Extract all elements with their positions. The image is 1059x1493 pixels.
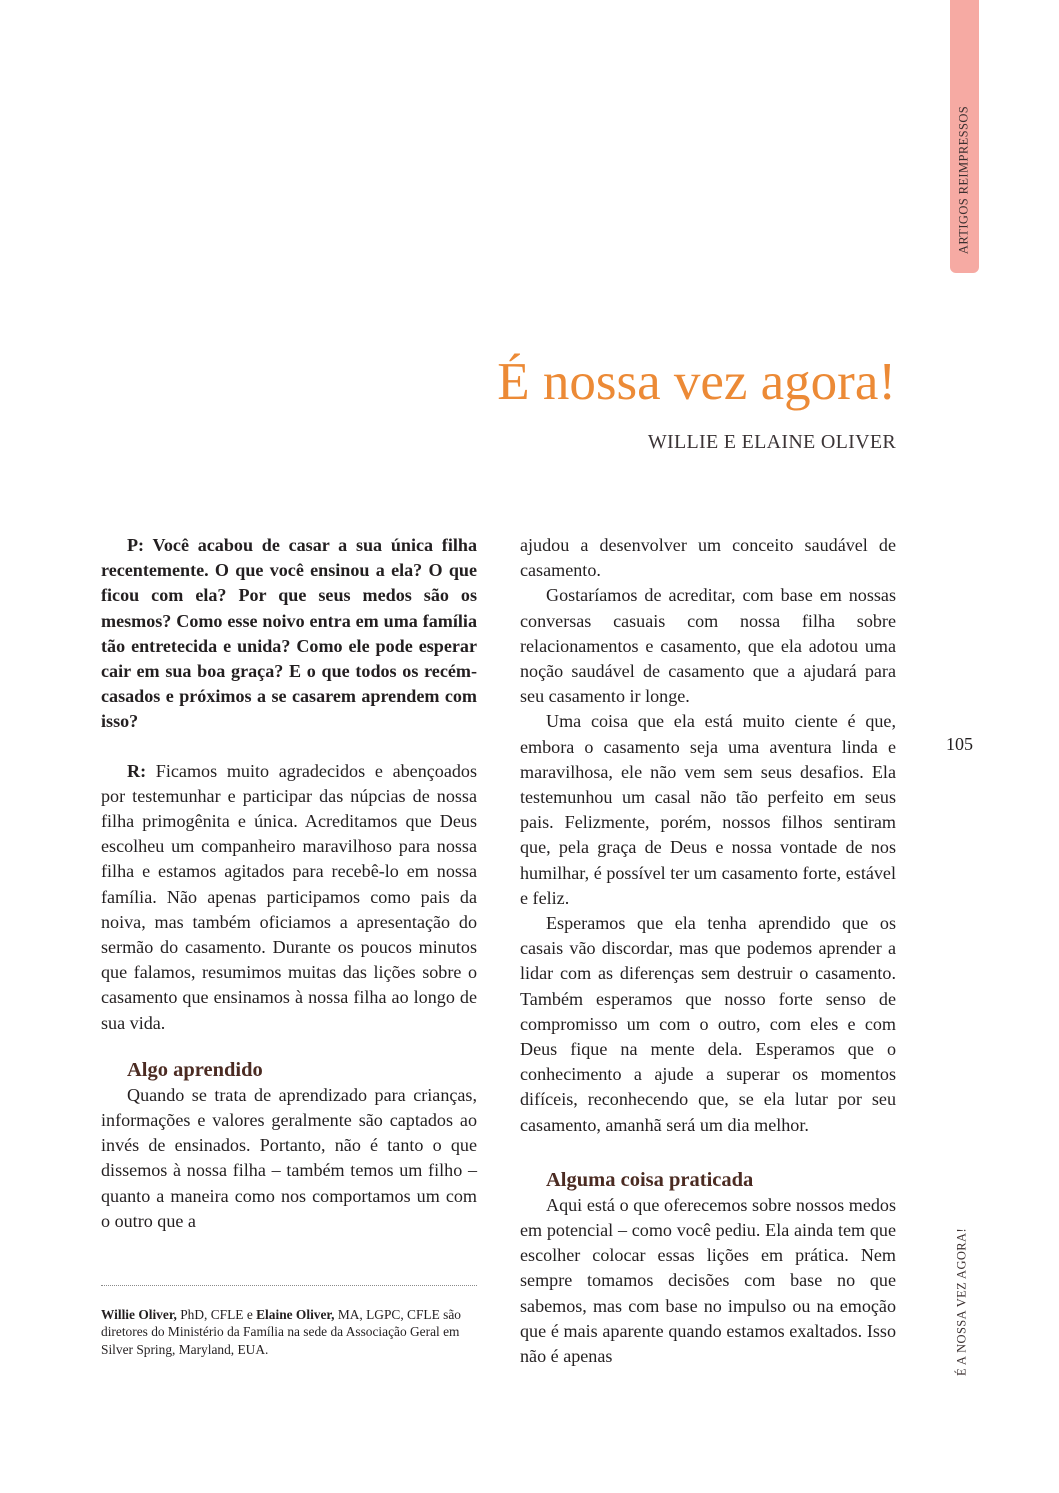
footnote-credentials-1: PhD, CFLE e (176, 1307, 257, 1322)
question-paragraph: P: Você acabou de casar a sua única filha recentemente. O que você ensinou a ela? O que ficou com ela? Por que seus medos são os mesmos? Como esse noivo entra em uma família tão entretecida e unida? Como ele pode esperar cair em sua boa graça? E o que todos os recém-casados e próximos a se casarem aprendem com isso? (101, 535, 477, 732)
body-paragraph: Esperamos que ela tenha aprendido que os casais vão discordar, mas que podemos aprender a lidar com as diferenças sem destruir o casamento. Também esperamos que nosso forte senso de compromisso um com o outro, com eles e com Deus fique na mente dela. Esperamos que o conhecimento a ajude a superar os momentos difíceis, reconhecendo que, se ela lutar por seu casamento, amanhã será um dia melhor. (520, 913, 896, 1135)
subheading-algo-aprendido: Algo aprendido (127, 1058, 263, 1081)
article-authors: WILLIE E ELAINE OLIVER (647, 431, 896, 453)
page-number: 105 (946, 734, 973, 754)
answer-label: R: (127, 760, 147, 781)
footnote-credentials-2: MA, LGPC, CFLE são diretores do Ministério da Família na sede da Associação Geral em Silver Spring, Maryland, EUA. (101, 1307, 461, 1357)
answer-paragraph (101, 759, 477, 1036)
author-footnote (101, 1306, 477, 1358)
article-title: É nossa vez agora! (497, 353, 896, 411)
body-paragraph: Aqui está o que oferecemos sobre nossos medos em potencial – como você pediu. Ela ainda tem que escolher colocar essas lições em prática. Nem sempre tomamos decisões com base no que sabemos, mas com base no impulso ou na emoção que é mais aparente quando estamos exaltados. Isso não é apenas (520, 1194, 896, 1367)
body-paragraph: Quando se trata de aprendizado para crianças, informações e valores geralmente são captados ao invés de ensinados. Portanto, não é tanto o que dissemos à nossa filha – também temos um filho – quanto a maneira como nos comportamos um com o outro que a (101, 1084, 477, 1231)
footnote-author-2: Elaine Oliver, (256, 1307, 335, 1322)
right-column (520, 533, 896, 1369)
footnote-separator (101, 1285, 477, 1286)
left-column (101, 533, 477, 1234)
answer-text: Ficamos muito agradecidos e abençoados por testemunhar e participar das núpcias de nossa filha primogênita e única. Acreditamos que Deus escolheu um companheiro maravilhoso para nossa filha e estamos agitados para recebê-lo em nossa família. Não apenas participamos como pais da noiva, mas também oficiamos a apresentação do sermão do casamento. Durante os poucos minutos que falamos, resumimos muitas das lições sobre o casamento que ensinamos à nossa filha ao longo de sua vida. (101, 760, 477, 1033)
body-paragraph-continued: ajudou a desenvolver um conceito saudável de casamento. (520, 535, 896, 581)
body-paragraph: Gostaríamos de acreditar, com base em nossas conversas casuais com nossa filha sobre relacionamentos e casamento, que ela adotou uma noção saudável de casamento que a ajudará para seu casamento ir longe. (520, 585, 896, 707)
section-tab-label: ARTIGOS REIMPRESSOS (956, 105, 971, 255)
side-running-title: É A NOSSA VEZ AGORA! (954, 1227, 969, 1377)
subheading-alguma-coisa-praticada: Alguma coisa praticada (546, 1168, 754, 1191)
footnote-author-1: Willie Oliver, (101, 1307, 177, 1322)
body-paragraph: Uma coisa que ela está muito ciente é que, embora o casamento seja uma aventura linda e maravilhosa, ele não vem sem seus desafios. Ela testemunhou um casal não tão perfeito em seus pais. Felizmente, porém, nossos filhos sentiram que, pela graça de Deus e nossa vontade de nos humilhar, é possível ter um casamento forte, estável e feliz. (520, 711, 896, 908)
